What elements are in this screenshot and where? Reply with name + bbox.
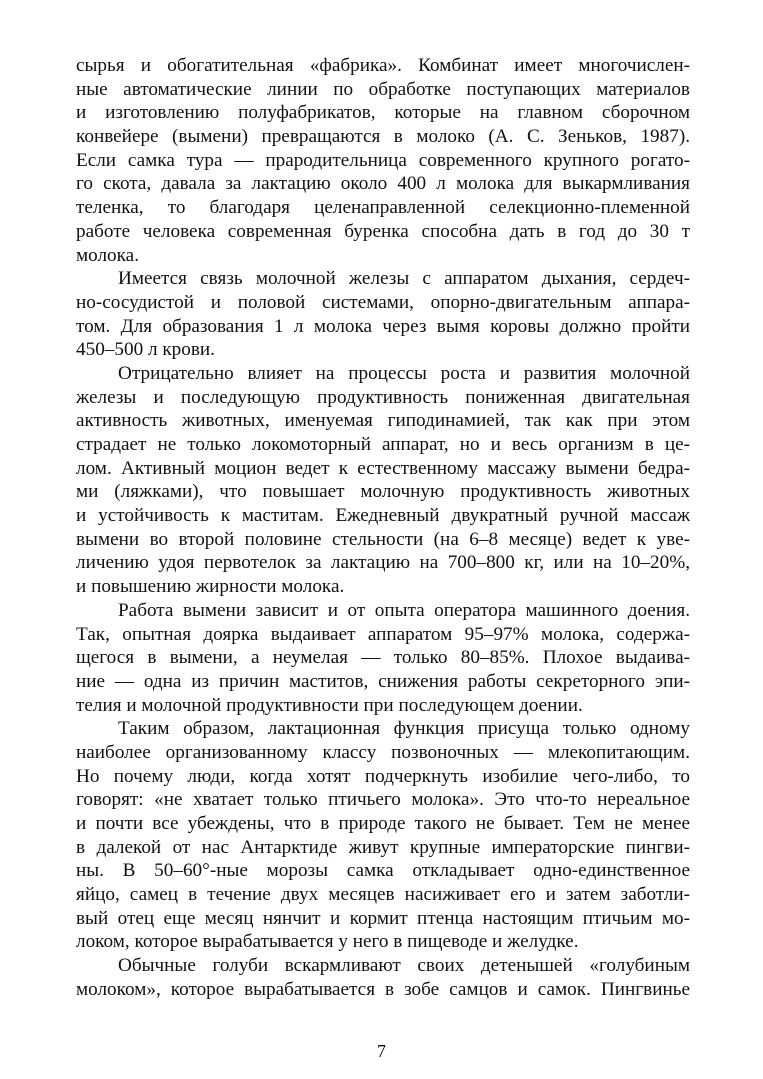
- text-line: Таким образом, лактационная функция присуща только одному: [118, 718, 690, 740]
- text-line: го скота, давала за лактацию около 400 л молока для выкармливания: [76, 173, 690, 195]
- text-line: работе человека современная буренка способна дать в год до 30 т: [76, 220, 690, 242]
- text-line: наиболее организованному классу позвоночных — млекопитающим.: [76, 741, 690, 763]
- text-line: Имеется связь молочной железы с аппаратом дыхания, сердеч-: [118, 268, 690, 290]
- paragraph: [76, 599, 690, 717]
- text-line: лом. Активный моцион ведет к естественному массажу вымени бедра-: [76, 457, 690, 479]
- text-line: теленка, то благодаря целенаправленной селекционно-племенной: [76, 197, 690, 219]
- text-line: железы и последующую продуктивность пониженная двигательная: [76, 386, 690, 408]
- page-number: 7: [377, 1041, 386, 1061]
- text-line: щегося в вымени, а неумелая — только 80–85%. Плохое выдаива-: [76, 647, 690, 669]
- text-line: Отрицательно влияет на процессы роста и развития молочной: [118, 362, 690, 384]
- paragraph: [76, 954, 690, 1001]
- text-line: Работа вымени зависит и от опыта оператора машинного доения.: [118, 599, 690, 621]
- text-line: Если самка тура — прародительница современного крупного рогато-: [76, 149, 690, 171]
- paragraph: [76, 717, 690, 954]
- text-line: и устойчивость к маститам. Ежедневный двукратный ручной массаж: [76, 505, 690, 527]
- text-line: и повышению жирности молока.: [76, 576, 345, 598]
- text-line: молока.: [76, 244, 139, 266]
- text-line: Но почему люди, когда хотят подчеркнуть изобилие чего-либо, то: [76, 765, 690, 787]
- text-line: ние — одна из причин маститов, снижения работы секреторного эпи-: [76, 670, 690, 692]
- page-body: [76, 54, 690, 1002]
- text-line: ны. В 50–60°-ные морозы самка откладывает одно-единственное: [76, 860, 690, 882]
- text-line: но-сосудистой и половой системами, опорно-двигательным аппара-: [76, 291, 690, 313]
- text-line: том. Для образования 1 л молока через вымя коровы должно пройти: [76, 315, 690, 337]
- text-line: молоком», которое вырабатывается в зобе самцов и самок. Пингвинье: [76, 978, 690, 1000]
- text-line: вый отец еще месяц нянчит и кормит птенца настоящим птичьим мо-: [76, 907, 690, 929]
- text-line: Обычные голуби вскармливают своих детенышей «голубиным: [118, 955, 690, 977]
- text-line: говорят: «не хватает только птичьего молока». Это что-то нереальное: [76, 789, 690, 811]
- text-line: телия и молочной продуктивности при последующем доении.: [76, 694, 583, 716]
- paragraph: [76, 267, 690, 362]
- text-line: страдает не только локомоторный аппарат, но и весь организм в це-: [76, 434, 690, 455]
- text-line: личению удоя первотелок за лактацию на 700–800 кг, или на 10–20%,: [76, 552, 690, 574]
- text-line: вымени во второй половине стельности (на 6–8 месяце) ведет к уве-: [76, 528, 690, 550]
- paragraph: [76, 362, 690, 599]
- text-line: и изготовлению полуфабрикатов, которые на главном сборочном: [76, 102, 690, 124]
- text-line: ные автоматические линии по обработке поступающих материалов: [76, 78, 690, 100]
- text-line: конвейере (вымени) превращаются в молоко (А. С. Зеньков, 1987).: [76, 126, 690, 148]
- text-line: яйцо, самец в течение двух месяцев насиживает его и затем заботли-: [76, 884, 690, 906]
- text-line: 450–500 л крови.: [76, 339, 215, 361]
- text-line: ми (ляжками), что повышает молочную продуктивность животных: [76, 481, 690, 503]
- text-line: Так, опытная доярка выдаивает аппаратом 95–97% молока, содержа-: [76, 623, 690, 645]
- text-line: сырья и обогатительная «фабрика». Комбинат имеет многочислен-: [76, 55, 690, 76]
- text-line: и почти все убеждены, что в природе такого не бывает. Тем не менее: [76, 813, 690, 834]
- text-line: активность животных, именуемая гиподинамией, так как при этом: [76, 410, 690, 432]
- paragraph: [76, 54, 690, 267]
- text-line: локом, которое вырабатывается у него в пищеводе и желудке.: [76, 931, 579, 953]
- text-line: в далекой от нас Антарктиде живут крупные императорские пингви-: [76, 836, 690, 858]
